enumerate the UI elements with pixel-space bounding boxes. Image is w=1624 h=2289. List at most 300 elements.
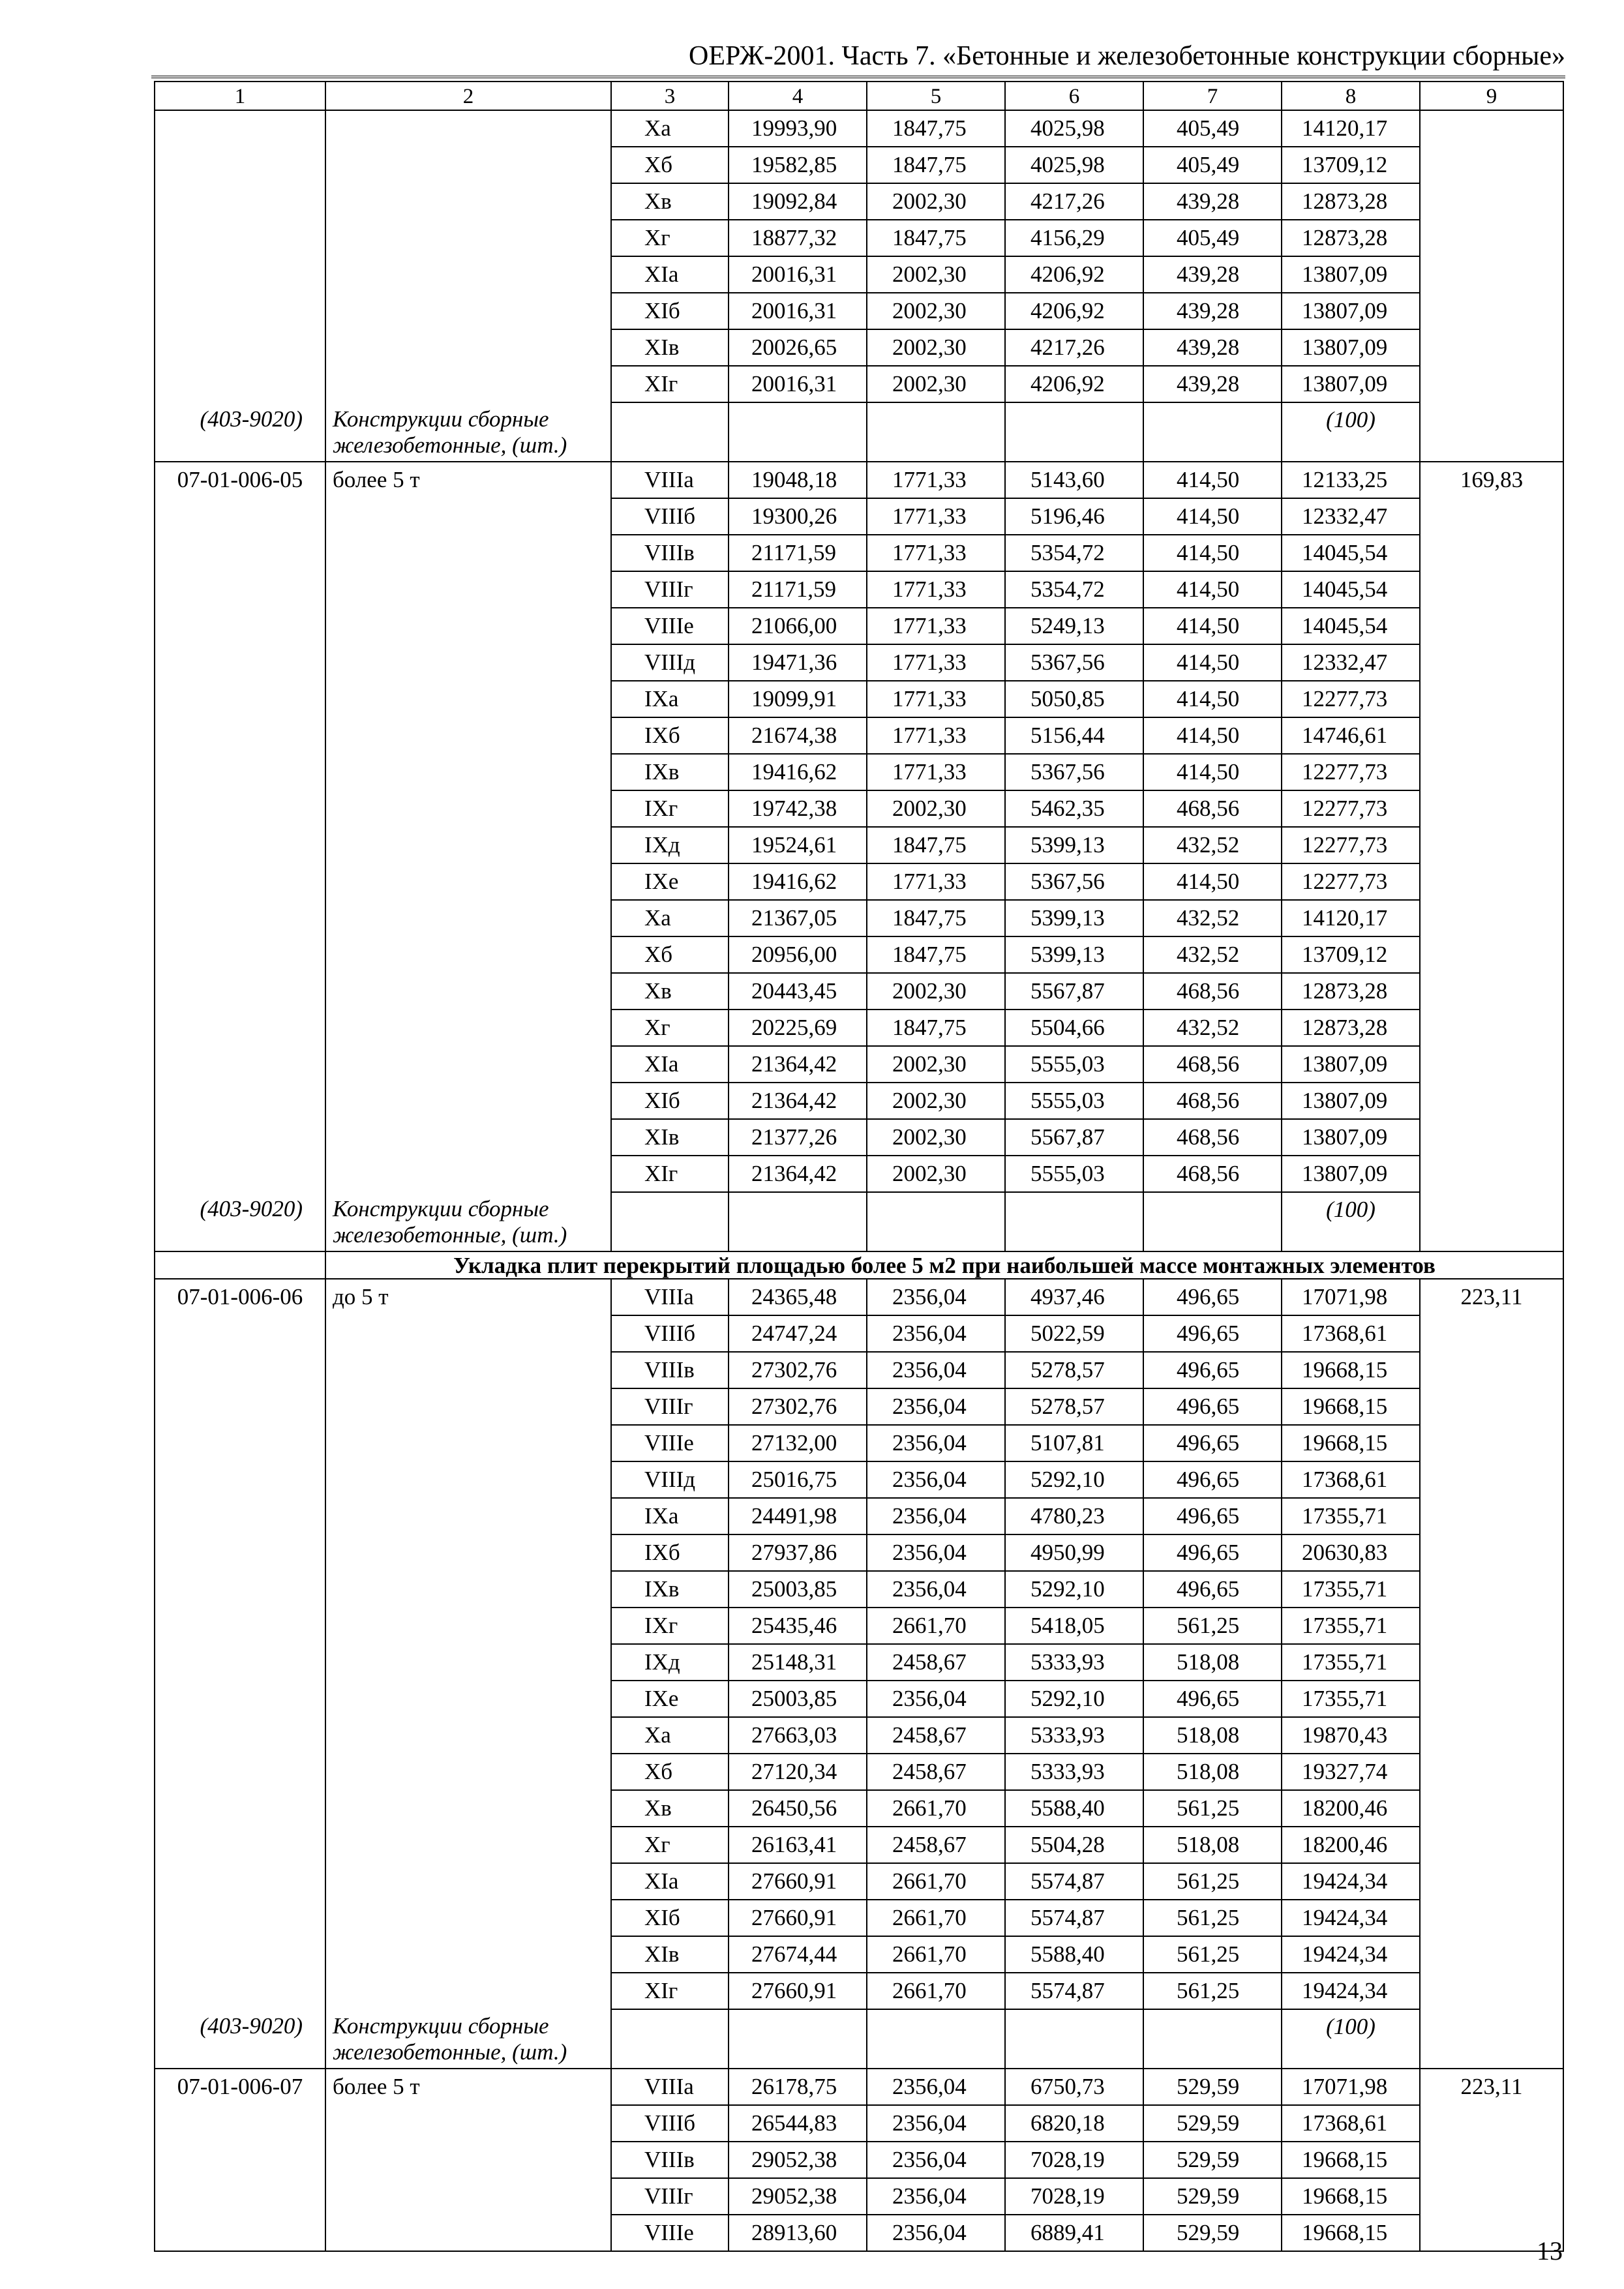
column-number: 1 (155, 82, 325, 110)
machinist-wage: 405,49 (1143, 110, 1282, 147)
rate-code (155, 110, 325, 147)
machinist-wage: 496,65 (1143, 1534, 1282, 1571)
zone-class: IXг (611, 1608, 729, 1644)
machinist-wage: 432,52 (1143, 936, 1282, 973)
work-name (325, 2215, 611, 2251)
machine-cost: 5399,13 (1005, 936, 1143, 973)
table-row (155, 1083, 1563, 1119)
materials-cost: 19424,34 (1282, 1973, 1420, 2009)
zone-class: VIIIe (611, 2215, 729, 2251)
labor-hours (1420, 1863, 1563, 1900)
empty-cell (729, 2009, 867, 2069)
machinist-wage: 496,65 (1143, 1279, 1282, 1315)
price-table-wrapper (154, 81, 1563, 2252)
labor-hours (1420, 827, 1563, 863)
rate-code (155, 1717, 325, 1754)
materials-cost: 13709,12 (1282, 936, 1420, 973)
machine-cost: 5567,87 (1005, 973, 1143, 1010)
machinist-wage: 529,59 (1143, 2215, 1282, 2251)
rate-code (155, 1973, 325, 2009)
labor-hours (1420, 498, 1563, 535)
rate-code (155, 1352, 325, 1388)
labor-hours (1420, 535, 1563, 571)
machine-cost: 5333,93 (1005, 1754, 1143, 1790)
labor-wage: 2661,70 (867, 1973, 1005, 2009)
table-row (155, 366, 1563, 402)
materials-cost: 17355,71 (1282, 1681, 1420, 1717)
materials-cost: 19424,34 (1282, 1863, 1420, 1900)
total-cost: 21066,00 (729, 608, 867, 644)
machinist-wage: 561,25 (1143, 1608, 1282, 1644)
machinist-wage: 439,28 (1143, 256, 1282, 293)
work-name (325, 1156, 611, 1192)
empty-cell (867, 1192, 1005, 1251)
zone-class: VIIIe (611, 608, 729, 644)
machine-cost: 4206,92 (1005, 366, 1143, 402)
labor-wage: 1771,33 (867, 717, 1005, 754)
machine-cost: 4937,46 (1005, 1279, 1143, 1315)
work-name (325, 2142, 611, 2178)
rate-code (155, 1863, 325, 1900)
rate-code (155, 608, 325, 644)
rate-code (155, 1608, 325, 1644)
machinist-wage: 414,50 (1143, 571, 1282, 608)
work-name (325, 1010, 611, 1046)
materials-cost: 17368,61 (1282, 2105, 1420, 2142)
labor-wage: 1771,33 (867, 608, 1005, 644)
resource-name: Конструкции сборные железобетонные, (шт.) (325, 1192, 611, 1251)
labor-wage: 1771,33 (867, 863, 1005, 900)
table-row (155, 1900, 1563, 1936)
zone-class: Xг (611, 1827, 729, 1863)
materials-cost: 18200,46 (1282, 1827, 1420, 1863)
work-name (325, 2178, 611, 2215)
zone-class: VIIIa (611, 462, 729, 498)
table-row (155, 1534, 1563, 1571)
zone-class: VIIIa (611, 2069, 729, 2105)
machine-cost: 4025,98 (1005, 110, 1143, 147)
labor-hours (1420, 1608, 1563, 1644)
labor-wage: 2002,30 (867, 1046, 1005, 1083)
labor-wage: 1847,75 (867, 827, 1005, 863)
zone-class: XIa (611, 256, 729, 293)
total-cost: 19099,91 (729, 681, 867, 717)
work-name: до 5 т (325, 1279, 611, 1315)
machinist-wage: 561,25 (1143, 1936, 1282, 1973)
labor-wage: 2356,04 (867, 1681, 1005, 1717)
labor-hours (1420, 1571, 1563, 1608)
resource-quantity: (100) (1282, 2009, 1420, 2069)
work-name (325, 754, 611, 790)
labor-wage: 2661,70 (867, 1936, 1005, 1973)
machine-cost: 5567,87 (1005, 1119, 1143, 1156)
total-cost: 20956,00 (729, 936, 867, 973)
work-name (325, 498, 611, 535)
labor-wage: 2002,30 (867, 293, 1005, 329)
labor-hours (1420, 1900, 1563, 1936)
table-row (155, 1827, 1563, 1863)
column-number: 5 (867, 82, 1005, 110)
labor-wage: 1847,75 (867, 110, 1005, 147)
labor-hours (1420, 1083, 1563, 1119)
work-name (325, 863, 611, 900)
labor-hours (1420, 1425, 1563, 1461)
machine-cost: 5555,03 (1005, 1083, 1143, 1119)
machinist-wage: 518,08 (1143, 1827, 1282, 1863)
total-cost: 21171,59 (729, 571, 867, 608)
machine-cost: 7028,19 (1005, 2142, 1143, 2178)
rate-code (155, 2178, 325, 2215)
table-row (155, 110, 1563, 147)
column-number: 2 (325, 82, 611, 110)
total-cost: 25003,85 (729, 1571, 867, 1608)
machine-cost: 5399,13 (1005, 900, 1143, 936)
materials-cost: 12277,73 (1282, 790, 1420, 827)
total-cost: 26178,75 (729, 2069, 867, 2105)
total-cost: 27132,00 (729, 1425, 867, 1461)
labor-hours (1420, 1754, 1563, 1790)
table-row (155, 571, 1563, 608)
machine-cost: 5555,03 (1005, 1046, 1143, 1083)
materials-cost: 13709,12 (1282, 147, 1420, 183)
machine-cost: 5588,40 (1005, 1936, 1143, 1973)
total-cost: 24747,24 (729, 1315, 867, 1352)
labor-wage: 2356,04 (867, 2142, 1005, 2178)
labor-hours (1420, 790, 1563, 827)
work-name (325, 1973, 611, 2009)
price-table (154, 81, 1564, 2252)
empty-cell (1005, 2009, 1143, 2069)
labor-wage: 1847,75 (867, 220, 1005, 256)
materials-cost: 14045,54 (1282, 535, 1420, 571)
table-row (155, 717, 1563, 754)
rate-code (155, 717, 325, 754)
machinist-wage: 432,52 (1143, 827, 1282, 863)
materials-cost: 13807,09 (1282, 1046, 1420, 1083)
materials-cost: 14746,61 (1282, 717, 1420, 754)
machinist-wage: 414,50 (1143, 681, 1282, 717)
table-row (155, 1279, 1563, 1315)
empty-cell (1420, 2009, 1563, 2069)
labor-hours (1420, 110, 1563, 147)
labor-wage: 1771,33 (867, 681, 1005, 717)
materials-cost: 12277,73 (1282, 681, 1420, 717)
labor-hours (1420, 1936, 1563, 1973)
machinist-wage: 432,52 (1143, 1010, 1282, 1046)
table-row (155, 754, 1563, 790)
rate-code (155, 1498, 325, 1534)
resource-name: Конструкции сборные железобетонные, (шт.) (325, 2009, 611, 2069)
materials-cost: 20630,83 (1282, 1534, 1420, 1571)
machine-cost: 5278,57 (1005, 1352, 1143, 1388)
materials-cost: 13807,09 (1282, 293, 1420, 329)
rate-code (155, 863, 325, 900)
machinist-wage: 414,50 (1143, 608, 1282, 644)
machine-cost: 5107,81 (1005, 1425, 1143, 1461)
zone-class: IXв (611, 754, 729, 790)
zone-class: XIб (611, 1900, 729, 1936)
page-header (151, 38, 1565, 78)
table-row (155, 827, 1563, 863)
work-name (325, 1608, 611, 1644)
empty-cell (1143, 402, 1282, 462)
machine-cost: 5462,35 (1005, 790, 1143, 827)
work-name (325, 1936, 611, 1973)
materials-cost: 14045,54 (1282, 608, 1420, 644)
machinist-wage: 468,56 (1143, 1046, 1282, 1083)
materials-cost: 12873,28 (1282, 1010, 1420, 1046)
machine-cost: 5354,72 (1005, 571, 1143, 608)
zone-class: IXб (611, 717, 729, 754)
materials-cost: 17355,71 (1282, 1571, 1420, 1608)
zone-class: VIIIг (611, 1388, 729, 1425)
labor-wage: 2002,30 (867, 1083, 1005, 1119)
machine-cost: 5418,05 (1005, 1608, 1143, 1644)
materials-cost: 19668,15 (1282, 1352, 1420, 1388)
rate-code (155, 1790, 325, 1827)
rate-code (155, 1425, 325, 1461)
labor-wage: 2002,30 (867, 183, 1005, 220)
resource-code: (403-9020) (155, 2009, 325, 2069)
rate-code (155, 2215, 325, 2251)
rate-code (155, 1461, 325, 1498)
work-name (325, 1754, 611, 1790)
work-name (325, 1827, 611, 1863)
page-number: 13 (1537, 2236, 1563, 2266)
zone-class: VIIIб (611, 2105, 729, 2142)
labor-hours (1420, 1827, 1563, 1863)
materials-cost: 13807,09 (1282, 256, 1420, 293)
machine-cost: 5292,10 (1005, 1681, 1143, 1717)
machine-cost: 6889,41 (1005, 2215, 1143, 2251)
zone-class: XIг (611, 1156, 729, 1192)
zone-class: VIIIa (611, 1279, 729, 1315)
labor-hours (1420, 220, 1563, 256)
work-name (325, 1790, 611, 1827)
total-cost: 24491,98 (729, 1498, 867, 1534)
total-cost: 19582,85 (729, 147, 867, 183)
labor-wage: 1771,33 (867, 535, 1005, 571)
labor-hours (1420, 1790, 1563, 1827)
rate-code (155, 366, 325, 402)
labor-wage: 2356,04 (867, 1498, 1005, 1534)
machinist-wage: 518,08 (1143, 1754, 1282, 1790)
labor-wage: 2356,04 (867, 1279, 1005, 1315)
resource-footer-row (155, 402, 1563, 462)
machine-cost: 5292,10 (1005, 1461, 1143, 1498)
table-row (155, 183, 1563, 220)
total-cost: 20016,31 (729, 256, 867, 293)
labor-wage: 1771,33 (867, 754, 1005, 790)
table-row (155, 1644, 1563, 1681)
machinist-wage: 468,56 (1143, 1119, 1282, 1156)
table-row (155, 2178, 1563, 2215)
rate-code (155, 256, 325, 293)
column-number: 7 (1143, 82, 1282, 110)
table-row (155, 1754, 1563, 1790)
machinist-wage: 414,50 (1143, 462, 1282, 498)
zone-class: XIб (611, 293, 729, 329)
rate-code (155, 293, 325, 329)
machinist-wage: 439,28 (1143, 183, 1282, 220)
machinist-wage: 561,25 (1143, 1973, 1282, 2009)
machine-cost: 4206,92 (1005, 293, 1143, 329)
labor-hours (1420, 1388, 1563, 1425)
rate-code (155, 571, 325, 608)
machinist-wage: 414,50 (1143, 717, 1282, 754)
work-name (325, 608, 611, 644)
zone-class: VIIIв (611, 2142, 729, 2178)
labor-hours (1420, 293, 1563, 329)
labor-wage: 2356,04 (867, 1315, 1005, 1352)
labor-hours (1420, 1717, 1563, 1754)
rate-code (155, 1534, 325, 1571)
labor-wage: 2002,30 (867, 1119, 1005, 1156)
materials-cost: 14120,17 (1282, 110, 1420, 147)
machine-cost: 5574,87 (1005, 1900, 1143, 1936)
work-name (325, 220, 611, 256)
materials-cost: 12277,73 (1282, 863, 1420, 900)
zone-class: IXг (611, 790, 729, 827)
column-number: 3 (611, 82, 729, 110)
work-name (325, 1083, 611, 1119)
column-number: 6 (1005, 82, 1143, 110)
machine-cost: 6750,73 (1005, 2069, 1143, 2105)
machine-cost: 4217,26 (1005, 329, 1143, 366)
labor-wage: 2356,04 (867, 1425, 1005, 1461)
machine-cost: 4950,99 (1005, 1534, 1143, 1571)
labor-hours (1420, 973, 1563, 1010)
work-name (325, 329, 611, 366)
zone-class: XIб (611, 1083, 729, 1119)
labor-wage: 1847,75 (867, 1010, 1005, 1046)
table-row (155, 1863, 1563, 1900)
table-row (155, 1046, 1563, 1083)
total-cost: 25016,75 (729, 1461, 867, 1498)
total-cost: 27660,91 (729, 1973, 867, 2009)
machine-cost: 5555,03 (1005, 1156, 1143, 1192)
materials-cost: 19668,15 (1282, 2142, 1420, 2178)
rate-code (155, 329, 325, 366)
work-name (325, 256, 611, 293)
empty-cell (1143, 1192, 1282, 1251)
work-name (325, 293, 611, 329)
rate-code (155, 1754, 325, 1790)
total-cost: 27302,76 (729, 1352, 867, 1388)
materials-cost: 12873,28 (1282, 973, 1420, 1010)
total-cost: 19416,62 (729, 863, 867, 900)
zone-class: XIв (611, 1936, 729, 1973)
labor-hours (1420, 608, 1563, 644)
machine-cost: 5504,66 (1005, 1010, 1143, 1046)
labor-wage: 2458,67 (867, 1754, 1005, 1790)
rate-code (155, 754, 325, 790)
work-name (325, 1534, 611, 1571)
rate-code (155, 1156, 325, 1192)
machine-cost: 5278,57 (1005, 1388, 1143, 1425)
labor-hours (1420, 256, 1563, 293)
materials-cost: 19870,43 (1282, 1717, 1420, 1754)
materials-cost: 12873,28 (1282, 220, 1420, 256)
total-cost: 21364,42 (729, 1156, 867, 1192)
work-name (325, 1863, 611, 1900)
empty-cell (729, 402, 867, 462)
resource-code: (403-9020) (155, 1192, 325, 1251)
machinist-wage: 496,65 (1143, 1388, 1282, 1425)
resource-quantity: (100) (1282, 402, 1420, 462)
materials-cost: 12873,28 (1282, 183, 1420, 220)
zone-class: Xб (611, 1754, 729, 1790)
machinist-wage: 414,50 (1143, 863, 1282, 900)
zone-class: VIIIв (611, 535, 729, 571)
labor-wage: 2661,70 (867, 1608, 1005, 1644)
labor-wage: 2661,70 (867, 1790, 1005, 1827)
zone-class: VIIIб (611, 498, 729, 535)
table-row (155, 1717, 1563, 1754)
empty-cell (867, 402, 1005, 462)
total-cost: 24365,48 (729, 1279, 867, 1315)
zone-class: IXe (611, 1681, 729, 1717)
table-row (155, 900, 1563, 936)
total-cost: 19092,84 (729, 183, 867, 220)
table-row (155, 1936, 1563, 1973)
labor-hours (1420, 681, 1563, 717)
materials-cost: 12277,73 (1282, 754, 1420, 790)
table-row (155, 1681, 1563, 1717)
rate-code (155, 1315, 325, 1352)
table-row (155, 1388, 1563, 1425)
work-name (325, 183, 611, 220)
table-row (155, 256, 1563, 293)
total-cost: 20016,31 (729, 366, 867, 402)
machine-cost: 5354,72 (1005, 535, 1143, 571)
section-title-row (155, 1251, 1563, 1279)
zone-class: VIIIe (611, 1425, 729, 1461)
zone-class: Xa (611, 1717, 729, 1754)
machinist-wage: 518,08 (1143, 1717, 1282, 1754)
materials-cost: 19668,15 (1282, 2178, 1420, 2215)
table-row (155, 498, 1563, 535)
labor-hours (1420, 2105, 1563, 2142)
zone-class: XIв (611, 329, 729, 366)
machine-cost: 5050,85 (1005, 681, 1143, 717)
total-cost: 25003,85 (729, 1681, 867, 1717)
labor-hours (1420, 1352, 1563, 1388)
column-number: 8 (1282, 82, 1420, 110)
zone-class: IXд (611, 827, 729, 863)
labor-wage: 2458,67 (867, 1717, 1005, 1754)
total-cost: 19471,36 (729, 644, 867, 681)
zone-class: IXa (611, 681, 729, 717)
materials-cost: 13807,09 (1282, 1119, 1420, 1156)
machine-cost: 5367,56 (1005, 644, 1143, 681)
zone-class: IXд (611, 1644, 729, 1681)
resource-quantity: (100) (1282, 1192, 1420, 1251)
labor-wage: 2002,30 (867, 329, 1005, 366)
rate-code: 07-01-006-06 (155, 1279, 325, 1315)
total-cost: 26450,56 (729, 1790, 867, 1827)
column-number: 4 (729, 82, 867, 110)
machinist-wage: 468,56 (1143, 973, 1282, 1010)
total-cost: 20026,65 (729, 329, 867, 366)
labor-wage: 2356,04 (867, 2069, 1005, 2105)
machine-cost: 4217,26 (1005, 183, 1143, 220)
total-cost: 25435,46 (729, 1608, 867, 1644)
zone-class: VIIIг (611, 2178, 729, 2215)
total-cost: 27674,44 (729, 1936, 867, 1973)
materials-cost: 12332,47 (1282, 498, 1420, 535)
total-cost: 27660,91 (729, 1863, 867, 1900)
